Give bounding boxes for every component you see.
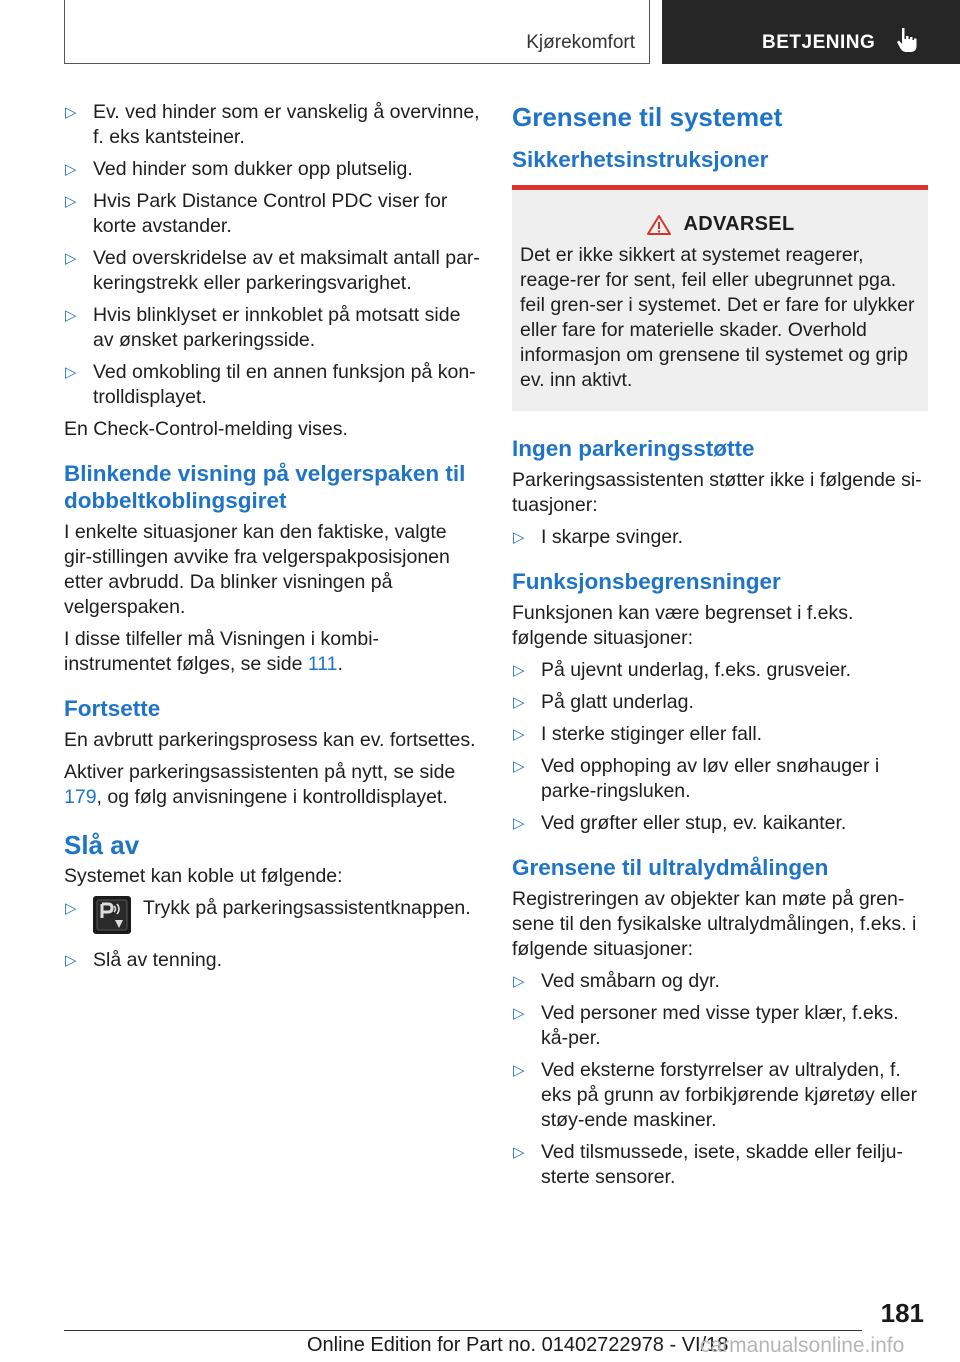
- left-column: [64, 100, 480, 980]
- bullet-triangle-icon: ▷: [65, 307, 77, 324]
- header-section-title: Kjørekomfort: [526, 32, 635, 53]
- page-number: 181: [880, 1298, 924, 1328]
- list-item: ▷ Ved hinder som dukker opp plutselig.: [65, 158, 413, 180]
- sla-av-paragraph: Systemet kan koble ut følgende:: [64, 865, 343, 887]
- bullet-triangle-icon: ▷: [65, 364, 77, 381]
- list-item: ▷ I sterke stiginger eller fall.: [513, 723, 763, 745]
- fortsette-paragraph-2: Aktiver parkeringsassistenten på nytt, se side 179, og følg anvisningene i kontrolldisplayet.: [64, 761, 456, 808]
- bullet-triangle-icon: ▷: [513, 726, 525, 743]
- header-chapter-label: BETJENING: [762, 32, 876, 53]
- bullet-triangle-icon: ▷: [513, 529, 525, 546]
- blinkende-paragraph-2: I disse tilfeller må Visningen i kombi-instrumentet følges, se side 111.: [64, 628, 380, 675]
- list-item: ▷ Ved overskridelse av et maksimalt antall par-keringstrekk eller parkeringsvarighet.: [65, 247, 480, 294]
- header-section-box: [64, 0, 650, 64]
- list-item: ▷ Hvis Park Distance Control PDC viser for korte avstander.: [65, 190, 448, 237]
- heading-ultra: Grensene til ultralydmålingen: [512, 855, 829, 880]
- list-item: ▷ På ujevnt underlag, f.eks. grusveier.: [513, 659, 852, 681]
- sla-av-list: [64, 896, 480, 973]
- footer-edition: Online Edition for Part no. 01402722978 - VI/18: [307, 1334, 729, 1356]
- warning-triangle-icon: [646, 214, 672, 236]
- bullet-triangle-icon: ▷: [513, 1144, 525, 1161]
- ingen-paragraph: Parkeringsassistenten støtter ikke i følgende si-tuasjoner:: [512, 469, 922, 516]
- page-link-111[interactable]: 111: [307, 653, 338, 675]
- bullet-triangle-icon: ▷: [513, 694, 525, 711]
- list-item: ▷ Ved personer med visse typer klær, f.eks. kå-per.: [513, 1002, 899, 1049]
- list-item: ▷ Ved eksterne forstyrrelser av ultralyden, f. eks på grunn av forbikjørende kjøretøy eller støy-ende maskiner.: [513, 1059, 918, 1131]
- heading-ingen: Ingen parkeringsstøtte: [512, 436, 755, 461]
- page-link-179[interactable]: 179: [64, 786, 97, 808]
- blinkende-paragraph-1: I enkelte situasjoner kan den faktiske, valgte gir-stillingen avvike fra velgerspakposisjonen etter avbrudd. Da blinker visningen på velgerspaken.: [64, 521, 450, 618]
- bullet-triangle-icon: ▷: [65, 952, 77, 969]
- warning-title: ADVARSEL: [520, 212, 920, 237]
- warning-text: Det er ikke sikkert at systemet reagerer, reage-rer for sent, feil eller ubegrunnet pga. feil gren-ser i systemet. Det er fare for ulykker eller fare for materielle skader. Overhold informasjon om grensene til systemet og grip ev. inn aktivt.: [520, 244, 915, 391]
- list-item: ▷ Ved grøfter eller stup, ev. kaikanter.: [513, 812, 847, 834]
- bullet-triangle-icon: ▷: [513, 662, 525, 679]
- ultra-list: [512, 969, 928, 1190]
- ultra-paragraph: Registreringen av objekter kan møte på gren-sene til den fysikalske ultralydmålingen, f.eks. i følgende situasjoner:: [512, 888, 917, 960]
- right-column: [512, 100, 928, 1197]
- fortsette-paragraph-1: En avbrutt parkeringsprosess kan ev. fortsettes.: [64, 729, 476, 751]
- list-item: ▷ Hvis blinklyset er innkoblet på motsatt side av ønsket parkeringsside.: [65, 304, 461, 351]
- bullet-triangle-icon: ▷: [513, 758, 525, 775]
- list-item: ▷ Ved omkobling til en annen funksjon på kon-trolldisplayet.: [65, 361, 476, 408]
- list-item: ▷ I skarpe svinger.: [513, 526, 683, 548]
- list-item: ▷ Ved opphoping av løv eller snøhauger i parke-ringsluken.: [513, 755, 880, 802]
- heading-grensene: Grensene til systemet: [512, 102, 783, 132]
- heading-sla-av: Slå av: [64, 830, 140, 860]
- ingen-list: [512, 525, 928, 550]
- situation-list: [64, 100, 480, 410]
- list-item: ▷ Trykk på parkeringsassistentknappen.: [64, 896, 480, 934]
- bullet-triangle-icon: ▷: [65, 900, 77, 917]
- heading-blinkende: Blinkende visning på velgerspaken til dobbeltkoblingsgiret: [64, 461, 466, 513]
- parking-assistant-button-icon: [93, 896, 131, 934]
- pointing-hand-icon: [894, 26, 920, 54]
- footer-divider: [64, 1330, 862, 1331]
- heading-fortsette: Fortsette: [64, 696, 161, 721]
- bullet-triangle-icon: ▷: [65, 161, 77, 178]
- bullet-triangle-icon: ▷: [65, 104, 77, 121]
- heading-funksjon: Funksjonsbegrensninger: [512, 569, 781, 594]
- bullet-triangle-icon: ▷: [513, 1062, 525, 1079]
- bullet-triangle-icon: ▷: [513, 1005, 525, 1022]
- list-item: ▷ Slå av tenning.: [65, 949, 223, 971]
- list-item: ▷ På glatt underlag.: [513, 691, 694, 713]
- funksjon-list: [512, 658, 928, 836]
- bullet-triangle-icon: ▷: [513, 815, 525, 832]
- watermark: carmanualsonline.info: [700, 1334, 905, 1357]
- bullet-triangle-icon: ▷: [65, 250, 77, 267]
- heading-sikkerhet: Sikkerhetsinstruksjoner: [512, 147, 769, 172]
- header-chapter-tab: [662, 0, 960, 64]
- bullet-triangle-icon: ▷: [513, 973, 525, 990]
- list-item: ▷ Ved tilsmussede, isete, skadde eller feilju-sterte sensorer.: [513, 1141, 904, 1188]
- check-control-text: En Check-Control-melding vises.: [64, 418, 348, 440]
- list-item: ▷ Ev. ved hinder som er vanskelig å overvinne, f. eks kantsteiner.: [65, 101, 480, 148]
- warning-box: [512, 185, 928, 411]
- list-item: ▷ Ved småbarn og dyr.: [513, 970, 720, 992]
- funksjon-paragraph: Funksjonen kan være begrenset i f.eks. følgende situasjoner:: [512, 602, 854, 649]
- bullet-triangle-icon: ▷: [65, 193, 77, 210]
